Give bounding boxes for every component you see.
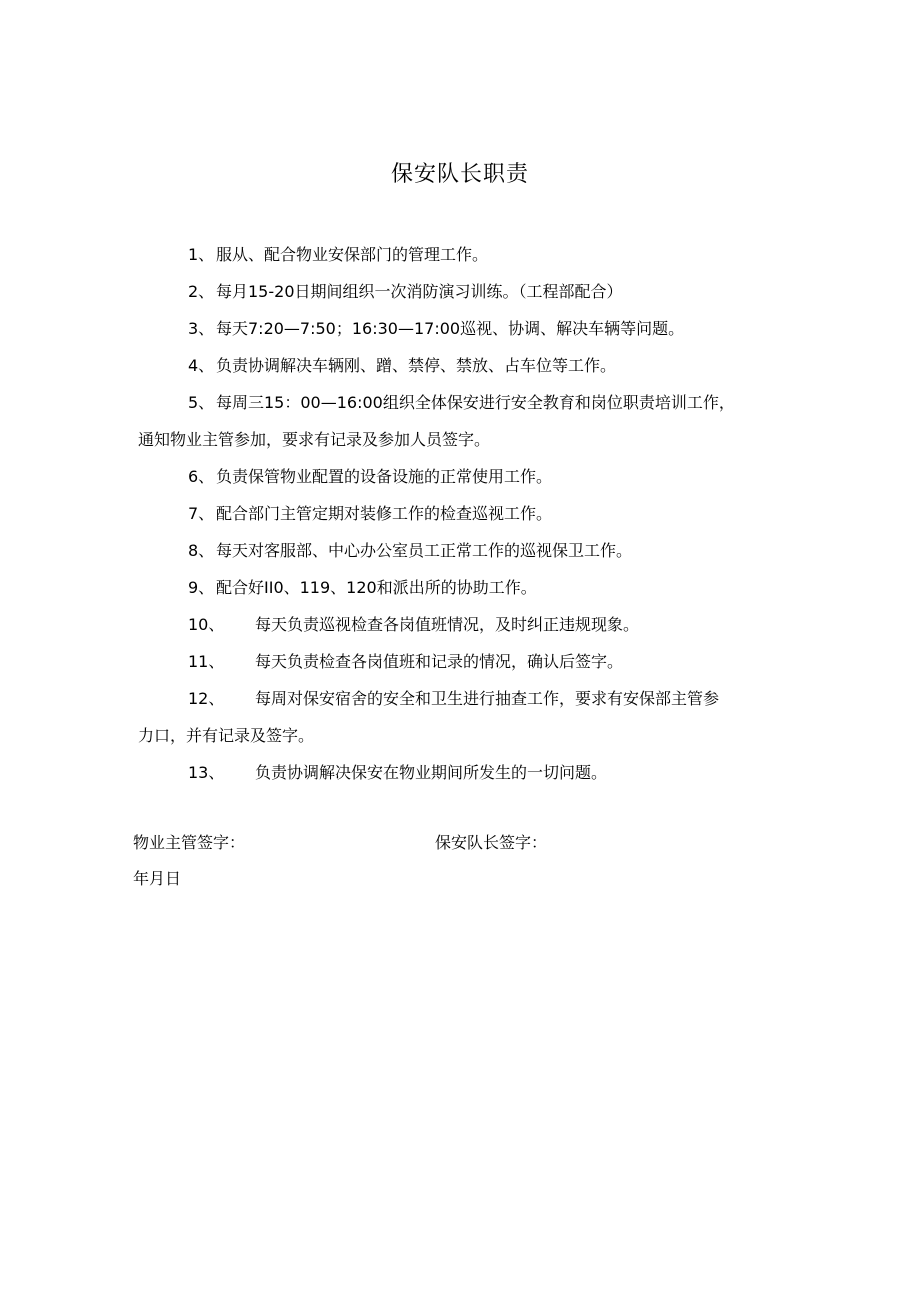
list-item <box>0 754 920 791</box>
item-number: 7、 <box>188 504 215 523</box>
item-text: 每天负责巡视检查各岗值班情况，及时纠正违规现象。 <box>255 615 640 634</box>
list-item <box>0 273 920 310</box>
list-item <box>0 532 920 569</box>
list-item <box>0 458 920 495</box>
item-text: 配合部门主管定期对装修工作的检查巡视工作。 <box>216 504 553 523</box>
item-number: 4、 <box>188 356 215 375</box>
item-number: 5、 <box>188 393 215 412</box>
list-item <box>0 606 920 643</box>
item-number: 11、 <box>188 652 225 671</box>
list-item <box>0 495 920 532</box>
list-item <box>0 680 920 754</box>
item-text: 每月15-20日期间组织一次消防演习训练。（工程部配合） <box>216 282 623 301</box>
item-text: 负责协调解决保安在物业期间所发生的一切问题。 <box>255 763 608 782</box>
item-number: 8、 <box>188 541 215 560</box>
item-text: 负责保管物业配置的设备设施的正常使用工作。 <box>216 467 553 486</box>
item-number: 6、 <box>188 467 215 486</box>
captain-signature-label: 保安队长签字： <box>435 833 548 852</box>
date-label: 年月日 <box>133 869 182 888</box>
item-number: 12、 <box>188 689 225 708</box>
page-title: 保安队长职责 <box>390 162 529 187</box>
item-text: 每周对保安宿舍的安全和卫生进行抽查工作，要求有安保部主管参 <box>255 689 720 708</box>
list-item <box>0 310 920 347</box>
item-text: 每天7:20—7:50；16:30—17:00巡视、协调、解决车辆等问题。 <box>216 319 685 338</box>
item-continuation: 通知物业主管参加，要求有记录及参加人员签字。 <box>138 430 491 449</box>
item-number: 10、 <box>188 615 225 634</box>
item-text: 每周三15：00—16:00组织全体保安进行安全教育和岗位职责培训工作， <box>216 393 735 412</box>
list-item <box>0 347 920 384</box>
item-text: 每天负责检查各岗值班和记录的情况，确认后签字。 <box>255 652 624 671</box>
item-number: 1、 <box>188 245 215 264</box>
item-text: 配合好II0、119、120和派出所的协助工作。 <box>216 578 537 597</box>
list-item <box>0 643 920 680</box>
item-text: 负责协调解决车辆刚、蹭、禁停、禁放、占车位等工作。 <box>216 356 617 375</box>
item-number: 3、 <box>188 319 215 338</box>
list-item <box>0 384 920 458</box>
duty-list <box>0 236 920 791</box>
item-text: 服从、配合物业安保部门的管理工作。 <box>216 245 489 264</box>
list-item <box>0 569 920 606</box>
item-continuation: 力口，并有记录及签字。 <box>138 726 315 745</box>
supervisor-signature-label: 物业主管签字： <box>133 833 246 852</box>
list-item <box>0 236 920 273</box>
item-number: 9、 <box>188 578 215 597</box>
item-text: 每天对客服部、中心办公室员工正常工作的巡视保卫工作。 <box>216 541 633 560</box>
item-number: 13、 <box>188 763 225 782</box>
item-number: 2、 <box>188 282 215 301</box>
